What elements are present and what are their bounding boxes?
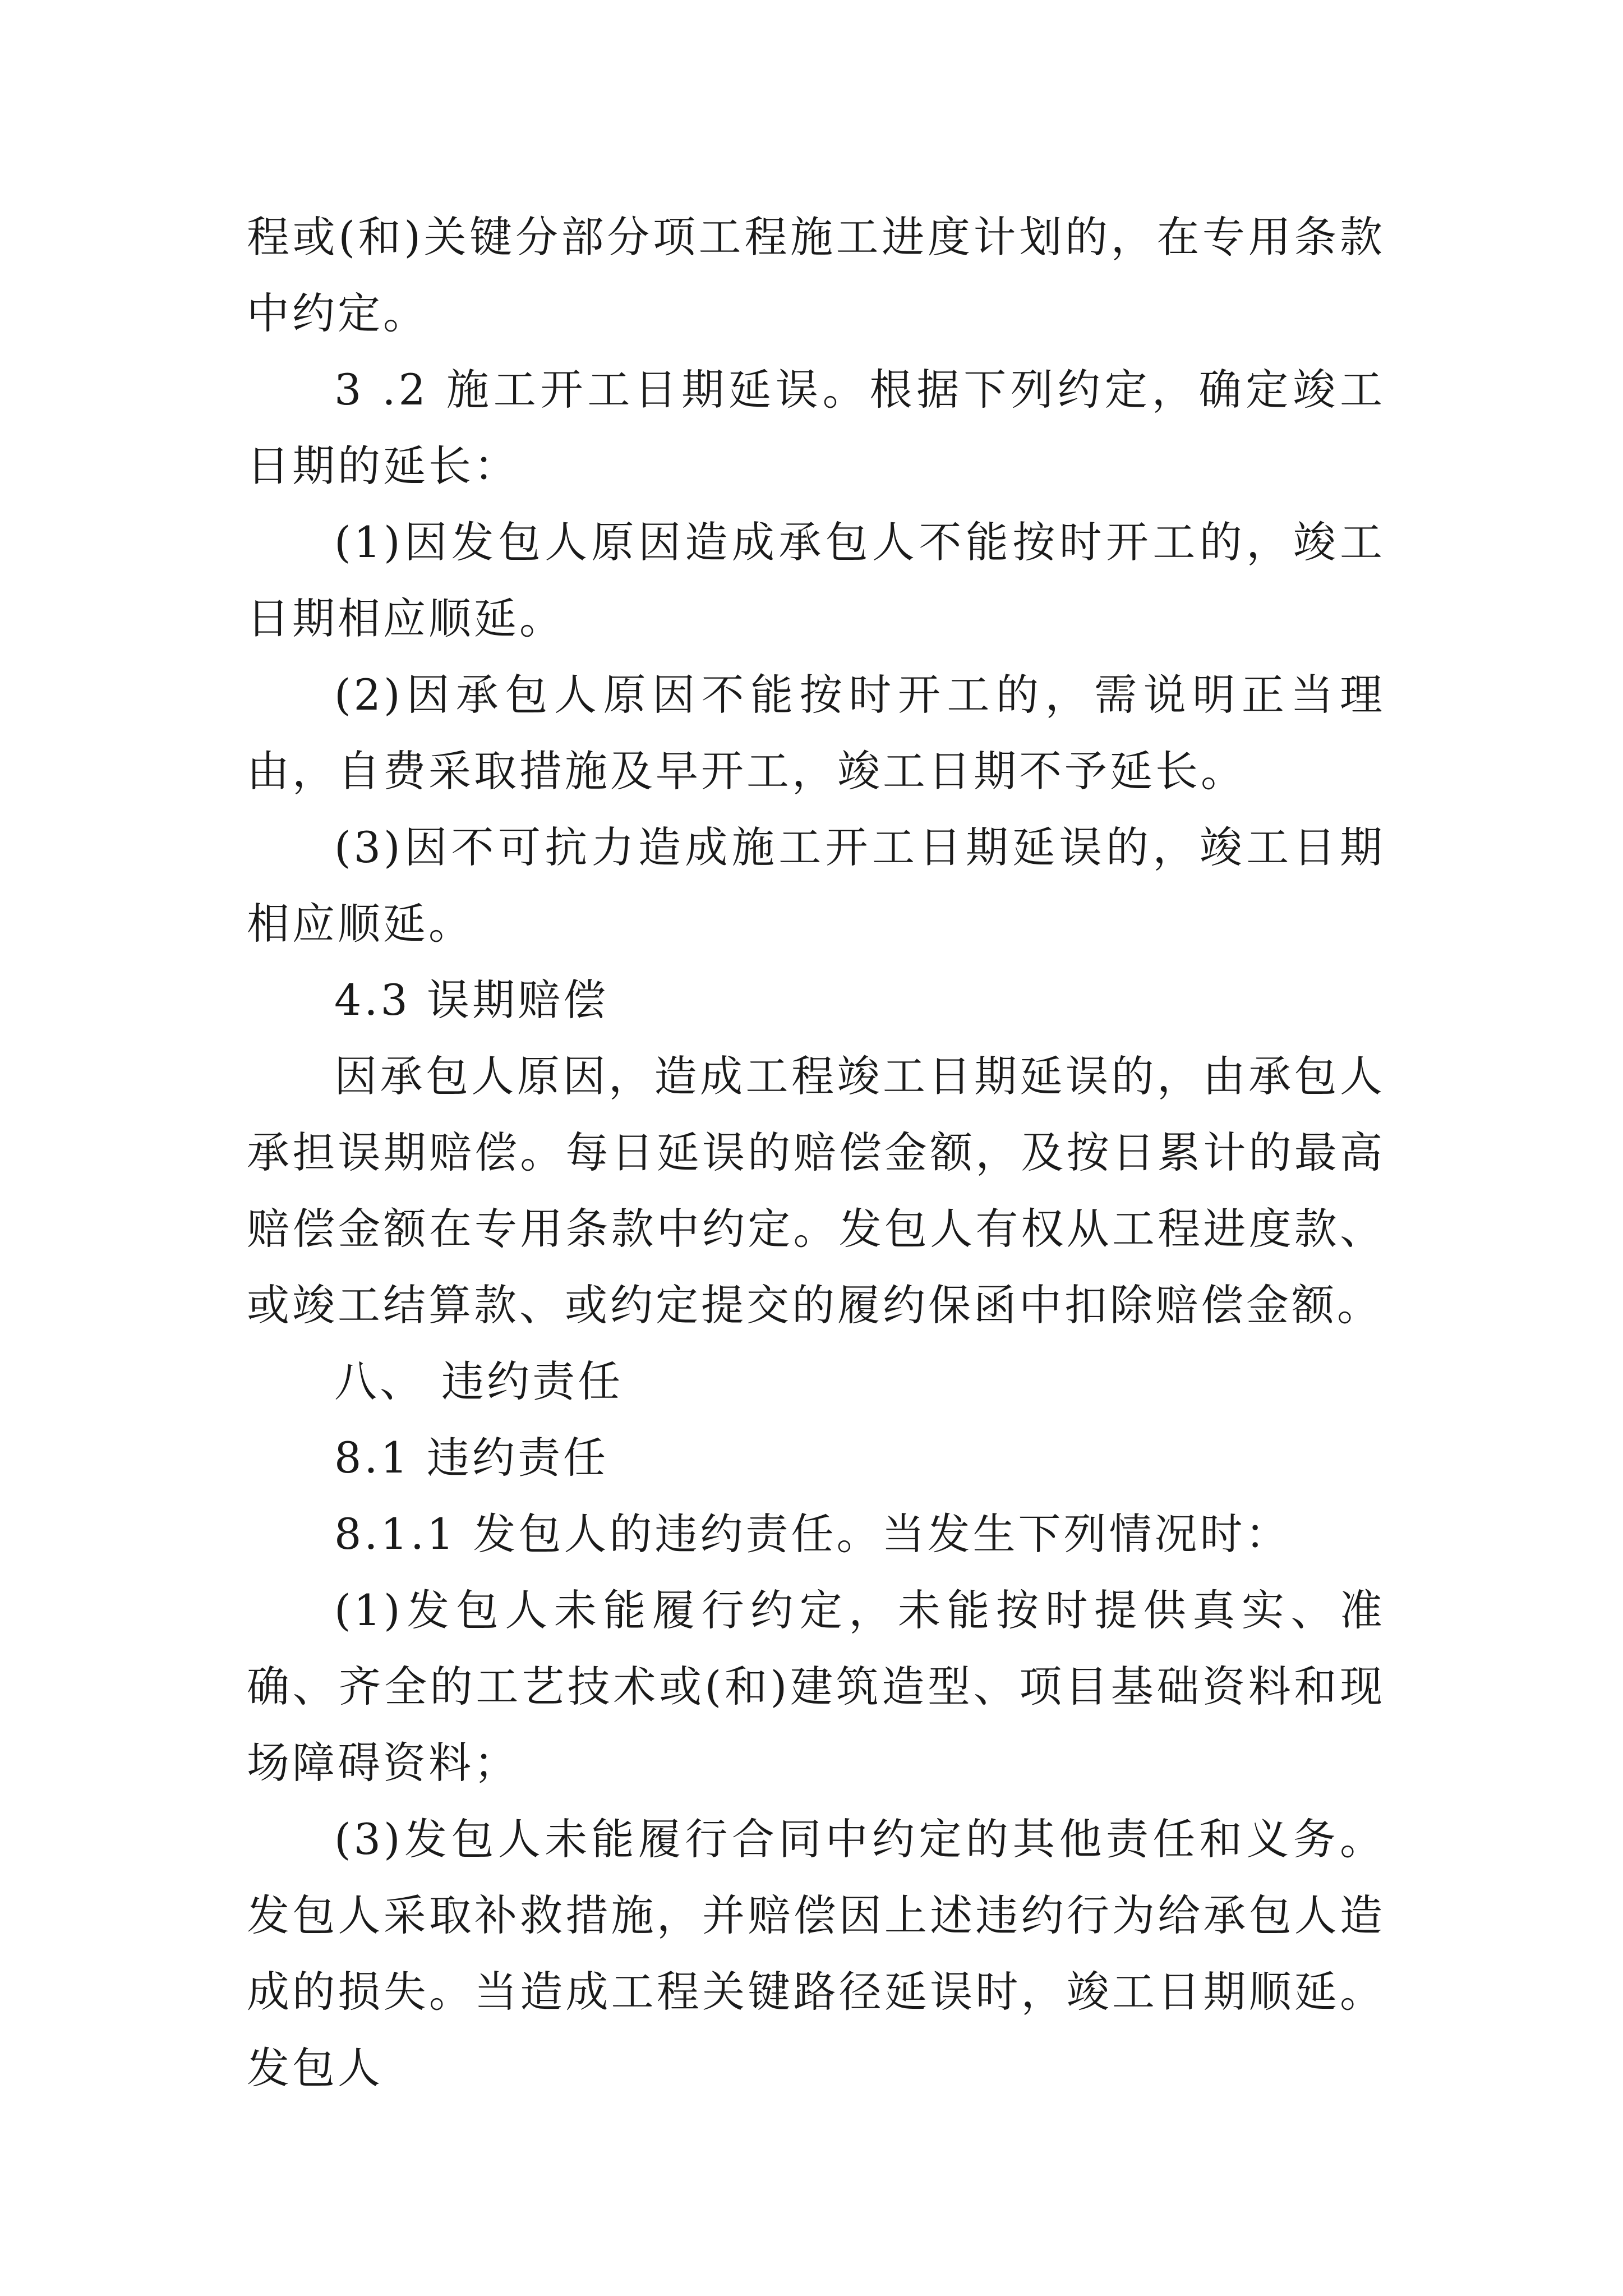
paragraph-5: (3)因不可抗力造成施工开工日期延误的，竣工日期相应顺延。 (247, 822, 1385, 949)
section-heading-4-3: 4.3 误期赔偿 (334, 975, 609, 1025)
paragraph-7: 因承包人原因，造成工程竣工日期延误的，由承包人承担误期赔偿。每日延误的赔偿金额，及按日累计的最高赔偿金额在专用条款中约定。发包人有权从工程进度款、或竣工结算款、或约定提交的履约保函中扣除赔偿金额。 (247, 1051, 1385, 1330)
paragraph-3: (1)因发包人原因造成承包人不能按时开工的，竣工日期相应顺延。 (247, 517, 1385, 643)
paragraph-10: 8.1.1 发包人的违约责任。当发生下列情况时： (334, 1509, 1291, 1559)
document-body (247, 199, 1385, 2106)
paragraph-2: 3 .2 施工开工日期延误。根据下列约定，确定竣工日期的延长： (247, 365, 1385, 491)
section-heading-8: 八、 违约责任 (334, 1356, 624, 1406)
section-heading-8-1: 8.1 违约责任 (334, 1433, 609, 1483)
paragraph-11: (1)发包人未能履行约定，未能按时提供真实、准确、齐全的工艺技术或(和)建筑造型、项目基础资料和现场障碍资料； (247, 1585, 1385, 1788)
paragraph-1: 程或(和)关键分部分项工程施工进度计划的，在专用条款中约定。 (247, 212, 1385, 338)
paragraph-12: (3)发包人未能履行合同中约定的其他责任和义务。发包人采取补救措施，并赔偿因上述违约行为给承包人造成的损失。当造成工程关键路径延误时，竣工日期顺延。发包人 (247, 1814, 1385, 2093)
paragraph-4: (2)因承包人原因不能按时开工的，需说明正当理由，自费采取措施及早开工，竣工日期不予延长。 (247, 670, 1385, 796)
